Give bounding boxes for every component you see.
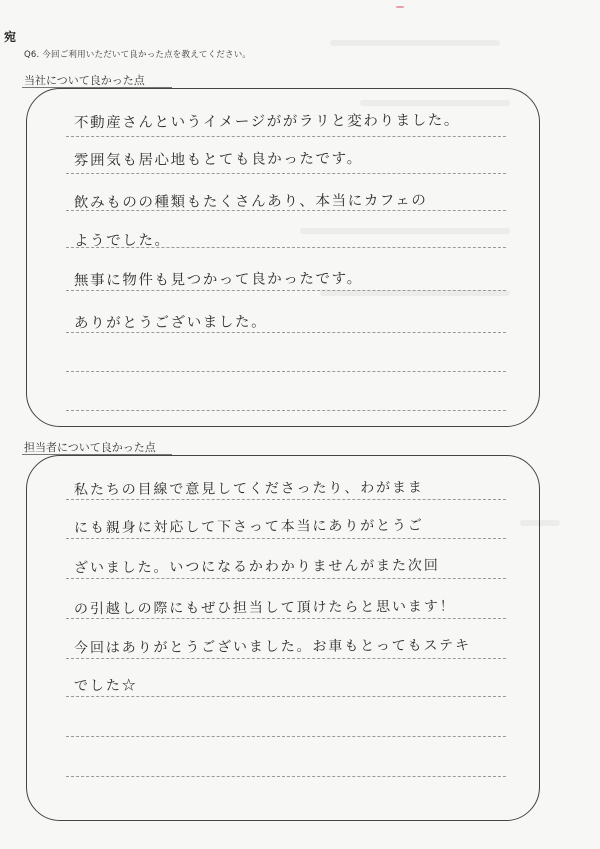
ruled-line xyxy=(66,618,506,619)
company-answer-box xyxy=(26,88,540,427)
ruled-line xyxy=(66,173,506,174)
staff-answer-line: にも親身に対応して下さって本当にありがとうご xyxy=(73,517,424,537)
addressee-mark: 宛 xyxy=(4,30,17,44)
ruled-line xyxy=(66,371,506,372)
company-answer-line: ありがとうございました。 xyxy=(73,314,268,332)
company-answer-line: 無事に物件も見つかって良かったです。 xyxy=(73,270,363,290)
staff-answer-line: の引越しの際にもぜひ担当して頂けたらと思います！ xyxy=(73,598,456,618)
question-text: Q6. 今回ご利用いただいて良かった点を教えてください。 xyxy=(24,50,252,60)
company-answer-line: 飲みものの種類もたくさんあり、本当にカフェの xyxy=(73,192,428,212)
ruled-line xyxy=(66,658,506,659)
bleed-through xyxy=(330,40,500,46)
pink-ink-mark xyxy=(396,6,404,8)
staff-answer-line: 私たちの目線で意見してくださったり、わがまま xyxy=(73,479,424,499)
section-title-staff: 担当者について良かった点 xyxy=(24,441,156,454)
ruled-line xyxy=(66,290,506,291)
ruled-line xyxy=(66,578,506,579)
ruled-line xyxy=(66,736,506,737)
ruled-line xyxy=(66,499,506,500)
company-answer-line: ようでした。 xyxy=(73,232,171,250)
company-answer-line: 不動産さんというイメージががラリと変わりました。 xyxy=(73,112,461,132)
ruled-line xyxy=(66,538,506,539)
staff-answer-line: でした☆ xyxy=(73,677,138,695)
section-title-company: 当社について良かった点 xyxy=(24,74,145,87)
ruled-line xyxy=(66,696,506,697)
staff-answer-line: 今回はありがとうございました。お車もとってもステキ xyxy=(73,637,472,657)
ruled-line xyxy=(66,410,506,411)
company-answer-line: 雰囲気も居心地もとても良かったです。 xyxy=(73,150,363,170)
ruled-line xyxy=(66,776,506,777)
ruled-line xyxy=(66,136,506,137)
staff-answer-line: ざいました。いつになるかわかりませんがまた次回 xyxy=(73,557,440,577)
